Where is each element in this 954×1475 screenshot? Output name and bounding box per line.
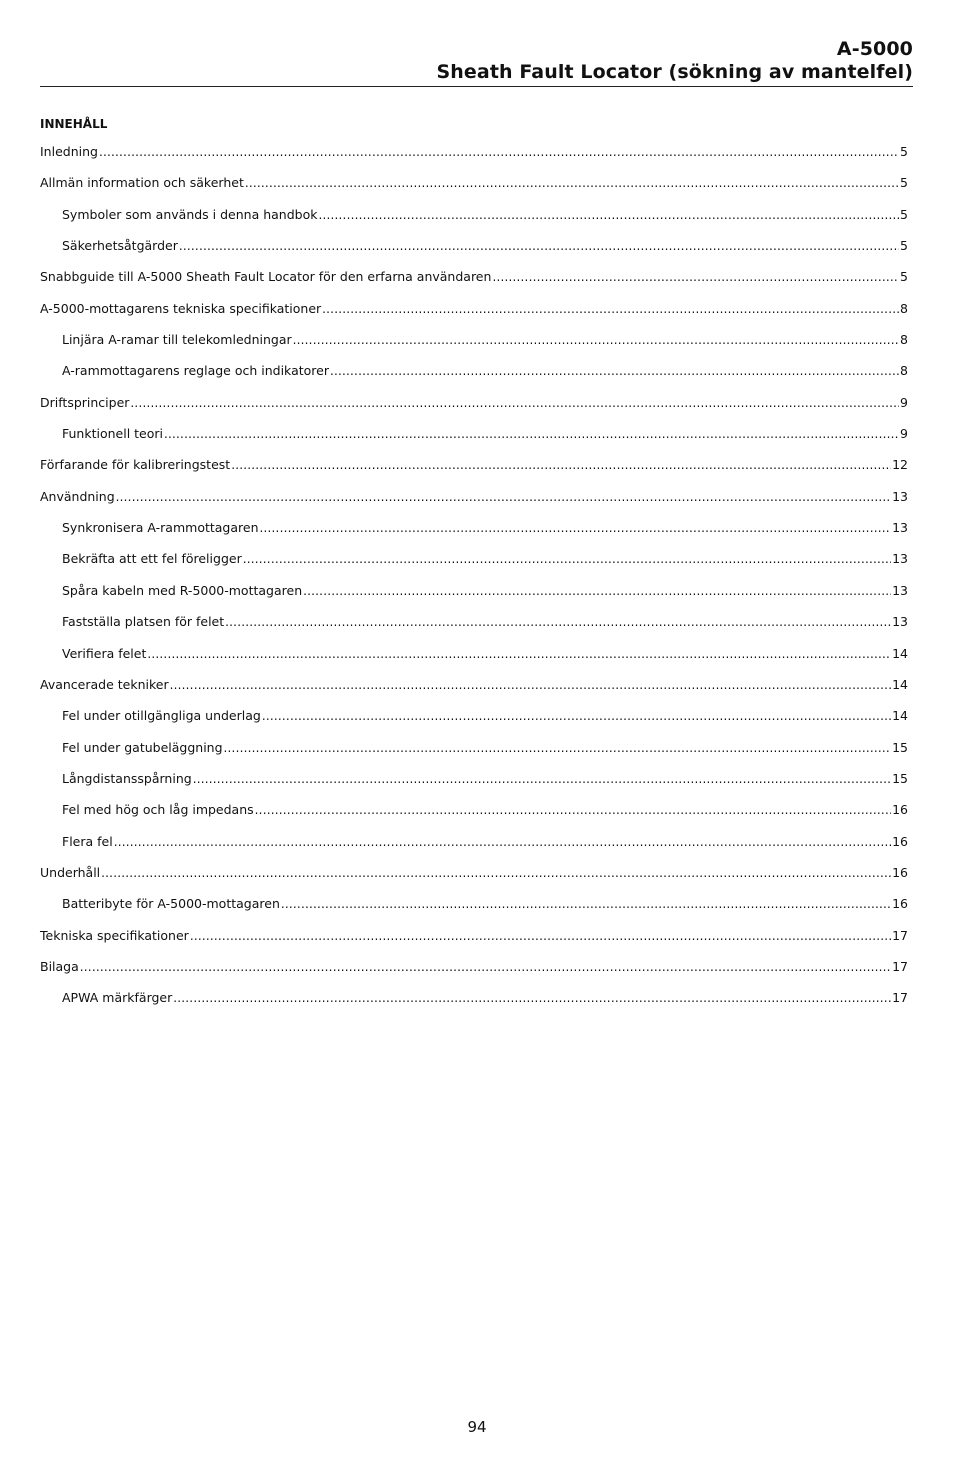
toc-dot-leader [193,772,891,786]
toc-entry-text: Underhåll [40,864,101,880]
toc-entry-text: A-rammottagarens reglage och indikatorer [62,363,329,379]
toc-entry-text: Allmän information och säkerhet [40,175,244,191]
toc-dot-leader [293,333,899,347]
toc-entry-page: 14 [892,645,908,661]
toc-entry[interactable] [40,457,908,488]
toc-entry-page: 16 [892,802,908,818]
toc-entry-text: Fel under gatubeläggning [62,739,223,755]
toc-dot-leader [170,678,891,692]
toc-dot-leader [322,302,899,316]
toc-entry-text: APWA märkfärger [62,990,173,1006]
toc-entry-text: Linjära A-ramar till telekomledningar [62,332,292,348]
toc-entry[interactable] [40,395,908,426]
toc-entry[interactable] [40,677,908,708]
toc-dot-leader [255,803,891,817]
toc-subentry[interactable] [40,207,908,238]
toc-dot-leader [80,960,891,974]
toc-dot-leader [318,208,899,222]
toc-dot-leader [330,364,899,378]
toc-dot-leader [130,396,899,410]
toc-entry-page: 9 [900,426,908,442]
toc-dot-leader [164,427,899,441]
toc-subentry[interactable] [40,614,908,645]
toc-entry-page: 8 [900,363,908,379]
toc-entry-page: 12 [892,457,908,473]
toc-subentry[interactable] [40,238,908,269]
toc-entry[interactable] [40,865,908,896]
toc-entry-page: 5 [900,144,908,159]
toc-dot-leader [492,270,899,284]
toc-entry-text: Tekniska specifikationer [40,927,189,943]
toc-entry-text: Säkerhetsåtgärder [62,238,178,254]
toc-subentry[interactable] [40,646,908,677]
toc-entry-page: 16 [892,896,908,912]
toc-subentry[interactable] [40,708,908,739]
toc-dot-leader [114,835,891,849]
toc-entry[interactable] [40,301,908,332]
toc-entry-page: 13 [892,488,908,504]
toc-list [40,144,908,1022]
toc-dot-leader [281,897,891,911]
toc-entry-text: Fel under otillgängliga underlag [62,708,261,724]
toc-dot-leader [101,866,891,880]
toc-subentry[interactable] [40,740,908,771]
toc-dot-leader [173,991,891,1005]
toc-entry[interactable] [40,144,908,175]
toc-entry-text: Förfarande för kalibreringstest [40,457,231,473]
toc-entry-page: 5 [900,238,908,254]
toc-subentry[interactable] [40,520,908,551]
toc-entry-page: 15 [892,739,908,755]
toc-entry-page: 9 [900,394,908,410]
toc-entry-text: Användning [40,488,115,504]
toc-dot-leader [231,458,891,472]
toc-subentry[interactable] [40,551,908,582]
toc-entry-page: 16 [892,833,908,849]
toc-entry-text: Funktionell teori [62,426,163,442]
toc-entry-text: Bilaga [40,958,79,974]
toc-entry-page: 14 [892,708,908,724]
toc-entry-page: 17 [892,990,908,1006]
page-number: 94 [467,1418,487,1436]
toc-entry[interactable] [40,489,908,520]
toc-dot-leader [303,584,891,598]
toc-entry-text: Spåra kabeln med R-5000-mottagaren [62,582,303,598]
toc-subentry[interactable] [40,426,908,457]
toc-entry[interactable] [40,269,908,300]
toc-entry-page: 5 [900,269,908,285]
toc-entry-text: Snabbguide till A-5000 Sheath Fault Locator för den erfarna användaren [40,269,492,285]
document-title: Sheath Fault Locator (sökning av mantelfel) [436,61,913,83]
toc-subentry[interactable] [40,896,908,927]
toc-entry-text: Fel med hög och låg impedans [62,802,254,818]
toc-entry[interactable] [40,175,908,206]
toc-entry-page: 13 [892,520,908,536]
toc-subentry[interactable] [40,990,908,1021]
toc-dot-leader [245,176,899,190]
toc-entry-text: Bekräfta att ett fel föreligger [62,551,242,567]
toc-entry-text: Fastställa platsen för felet [62,614,225,630]
toc-dot-leader [243,552,891,566]
toc-entry-text: Inledning [40,144,98,159]
page-header [40,38,913,87]
toc-entry-text: Synkronisera A-rammottagaren [62,520,259,536]
toc-subentry[interactable] [40,363,908,394]
toc-subentry[interactable] [40,834,908,865]
toc-entry-page: 15 [892,770,908,786]
toc-entry-page: 8 [900,332,908,348]
toc-entry-text: Långdistansspårning [62,770,192,786]
toc-entry-page: 13 [892,582,908,598]
toc-entry-text: Flera fel [62,833,113,849]
toc-entry[interactable] [40,928,908,959]
toc-entry-text: A-5000-mottagarens tekniska specifikationer [40,300,322,316]
toc-entry-page: 17 [892,927,908,943]
toc-dot-leader [116,490,891,504]
toc-heading: INNEHÅLL [40,117,108,131]
toc-subentry[interactable] [40,332,908,363]
toc-dot-leader [224,741,892,755]
toc-entry-page: 5 [900,175,908,191]
toc-entry-page: 17 [892,958,908,974]
document-model: A-5000 [836,38,913,60]
toc-entry-text: Avancerade tekniker [40,676,169,692]
toc-entry-page: 16 [892,864,908,880]
toc-entry-text: Batteribyte för A-5000-mottagaren [62,896,280,912]
toc-entry-page: 13 [892,614,908,630]
toc-entry-text: Symboler som används i denna handbok [62,206,318,222]
toc-entry-text: Driftsprinciper [40,394,130,410]
table-of-contents [40,113,908,1022]
toc-dot-leader [260,521,892,535]
toc-dot-leader [262,709,891,723]
toc-entry[interactable] [40,959,908,990]
toc-entry-page: 14 [892,676,908,692]
toc-entry-page: 5 [900,206,908,222]
toc-subentry[interactable] [40,583,908,614]
toc-dot-leader [225,615,891,629]
toc-entry-text: Verifiera felet [62,645,147,661]
toc-entry-page: 8 [900,300,908,316]
toc-dot-leader [190,929,891,943]
toc-dot-leader [179,239,899,253]
toc-dot-leader [147,647,891,661]
toc-subentry[interactable] [40,771,908,802]
toc-entry-page: 13 [892,551,908,567]
toc-dot-leader [99,145,899,159]
toc-subentry[interactable] [40,802,908,833]
